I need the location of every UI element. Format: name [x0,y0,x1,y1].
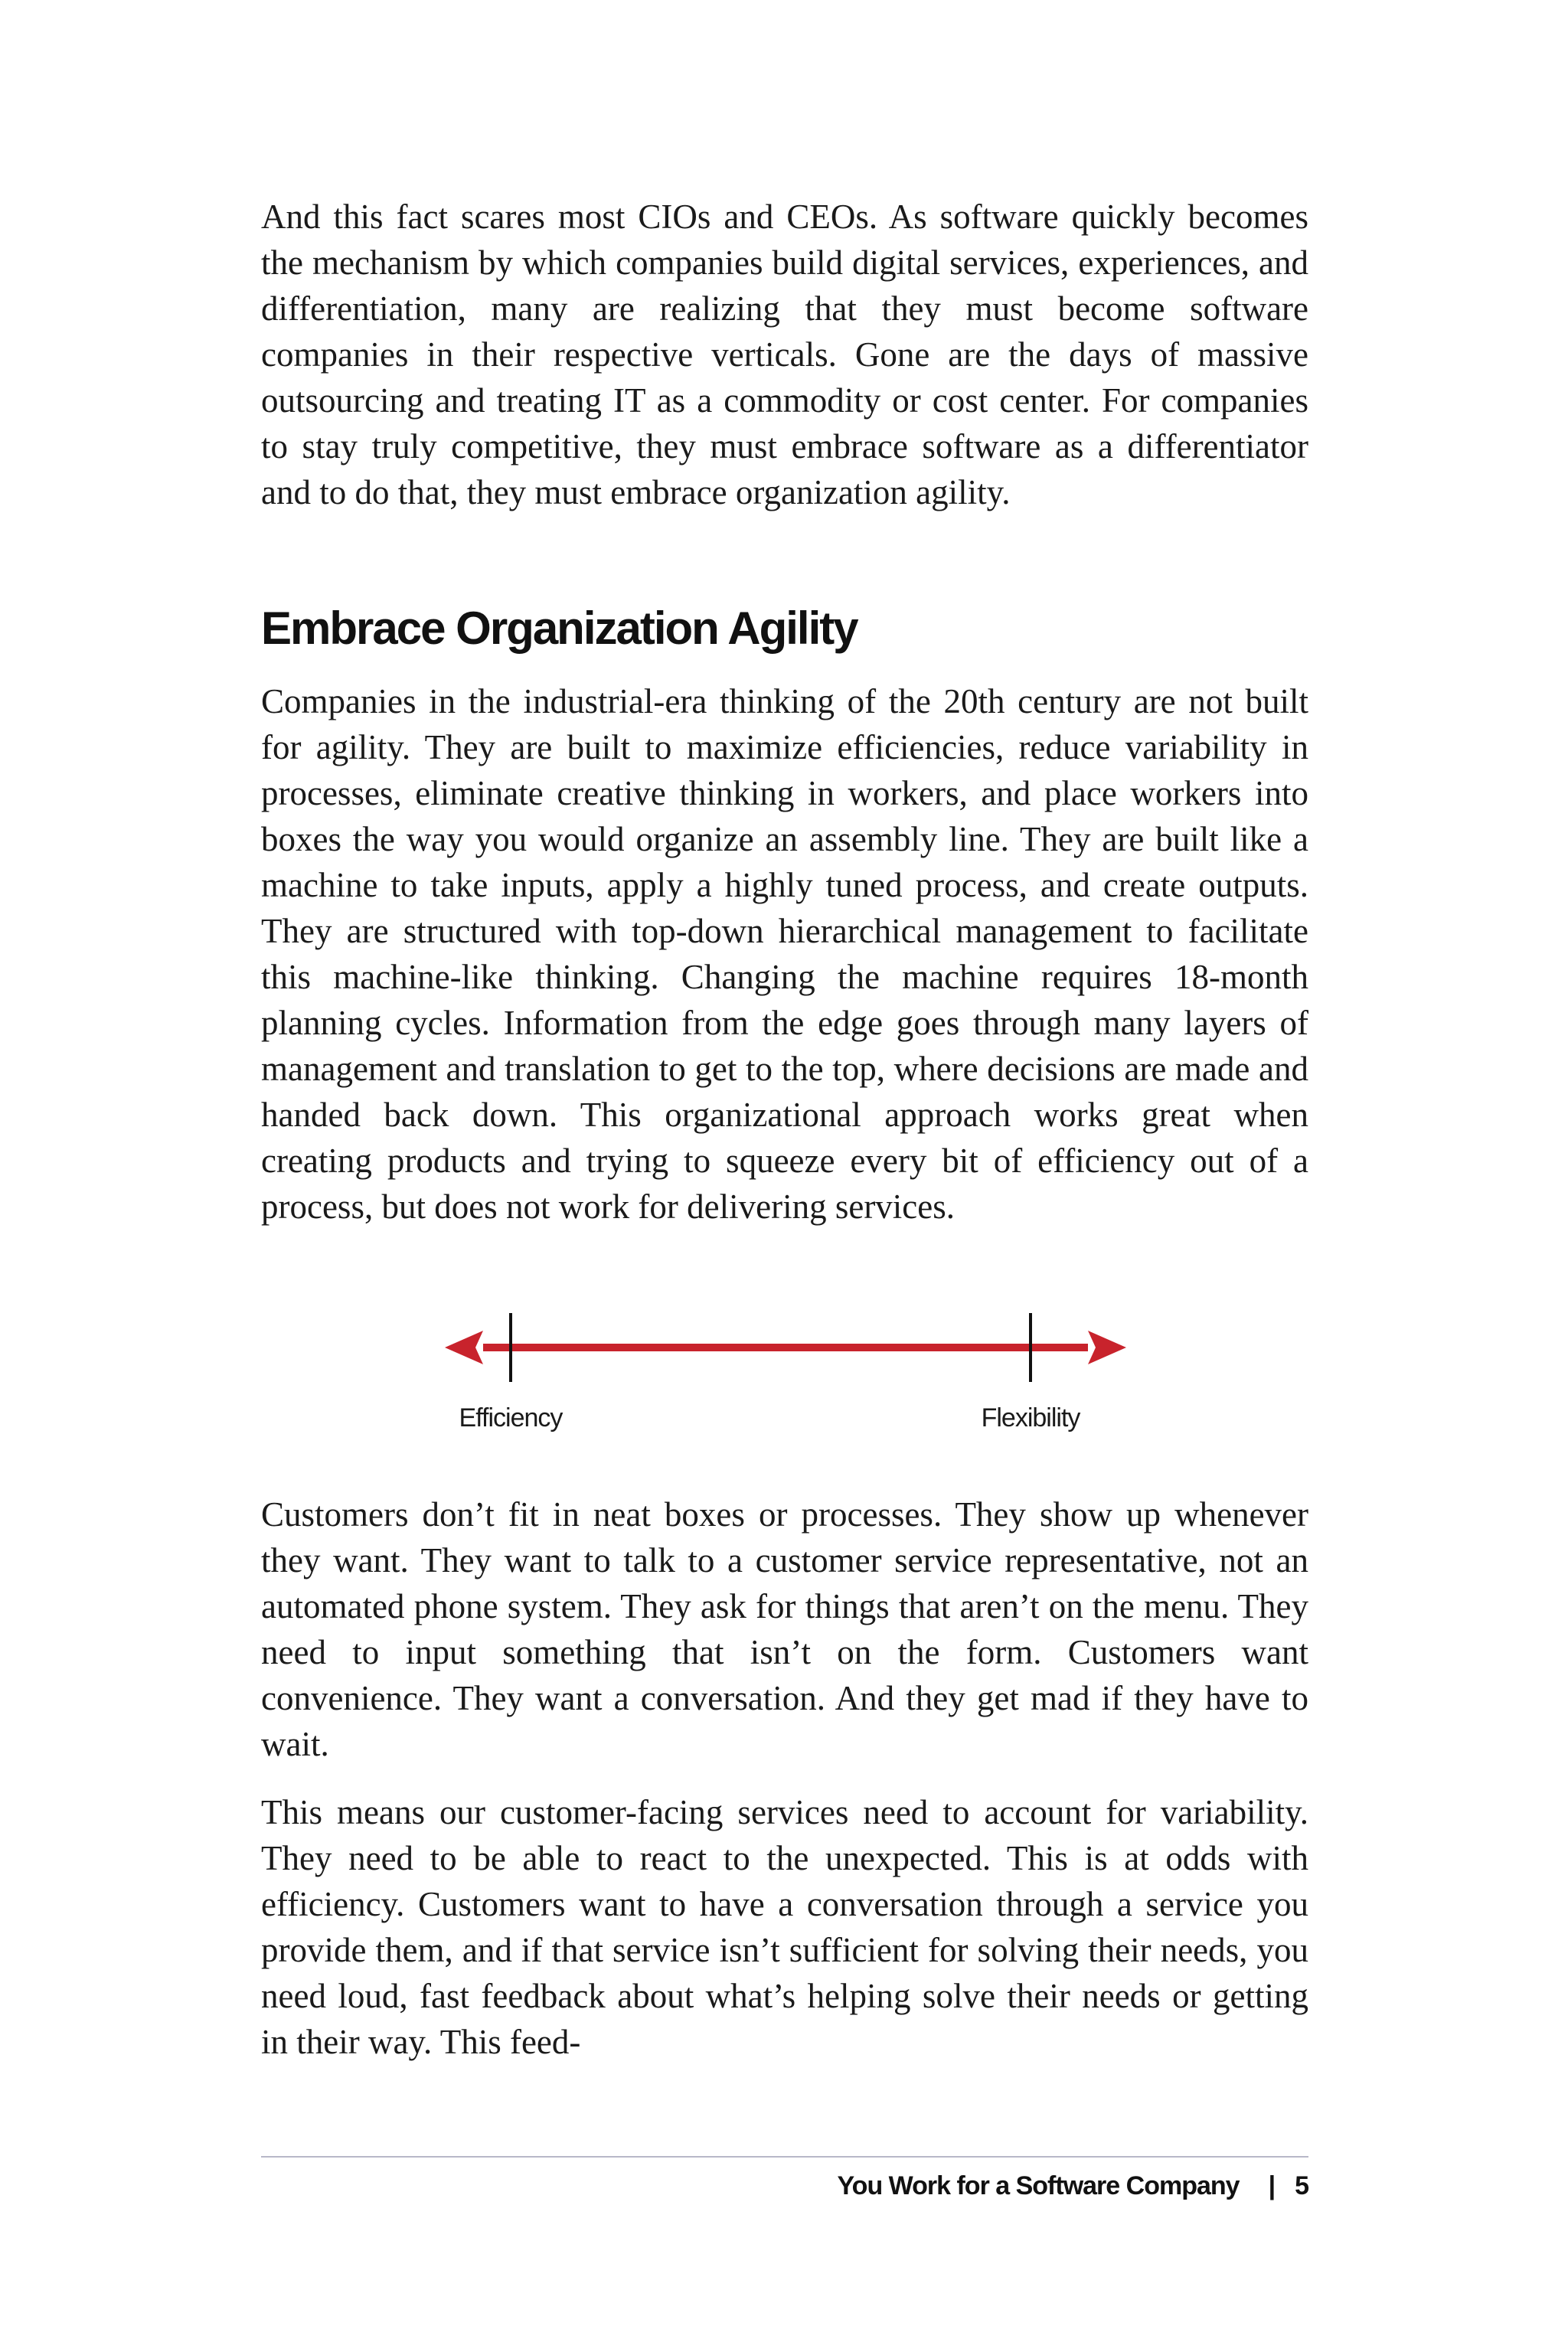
footer-rule [261,2156,1308,2158]
efficiency-label: Efficiency [459,1403,563,1432]
page-number: 5 [1295,2171,1308,2200]
right-arrowhead-icon [1088,1331,1126,1364]
footer-separator: | [1268,2171,1276,2200]
body-paragraph-1: And this fact scares most CIOs and CEOs. As software quickly becomes the mechanism by which companies build digital services, experiences, and differentiation, many are realizing that they must become software companies in their respective verticals. Gone are the days of massive outsourcing and treating IT as a commodity or cost center. For companies to stay truly competitive, they must embrace software as a differentiator and to do that, they must embrace organization agility. [261,198,1308,511]
section-heading: Embrace Organization Agility [261,603,858,654]
running-title: You Work for a Software Company [837,2171,1240,2200]
flexibility-label: Flexibility [981,1403,1080,1432]
book-page [261,0,1308,2352]
left-arrowhead-icon [445,1331,483,1364]
body-paragraph-4: This means our customer-facing services need to account for variability. They need to be able to react to the unexpected. This is at odds with efficiency. Customers want to have a conversation through a service you provide them, and if that service isn’t sufficient for solving their needs, you need loud, fast feedback about what’s helping solve their needs or getting in their way. This feed- [261,1793,1308,2061]
body-paragraph-3: Customers don’t fit in neat boxes or processes. They show up whenever they want. They want to talk to a customer service representative, not an automated phone system. They ask for things that aren’t on the menu. They need to input something that isn’t on the form. Customers want convenience. They want a conversation. And they get mad if they have to wait. [261,1495,1308,1763]
efficiency-flexibility-diagram [445,1302,1134,1439]
body-paragraph-2: Companies in the industrial-era thinking of the 20th century are not built for agility. They are built to maximize efficiencies, reduce variability in processes, eliminate creative thinking in workers, and place workers into boxes the way you would organize an assembly line. They are built like a machine to take inputs, apply a highly tuned process, and create outputs. They are structured with top-down hierarchical management to facilitate this machine-like thinking. Changing the machine requires 18-month planning cycles. Information from the edge goes through many layers of management and translation to get to the top, where decisions are made and handed back down. This organizational approach works great when creating products and trying to squeeze every bit of efficiency out of a process, but does not work for delivering services. [261,682,1308,1226]
page-footer [261,2167,1308,2205]
